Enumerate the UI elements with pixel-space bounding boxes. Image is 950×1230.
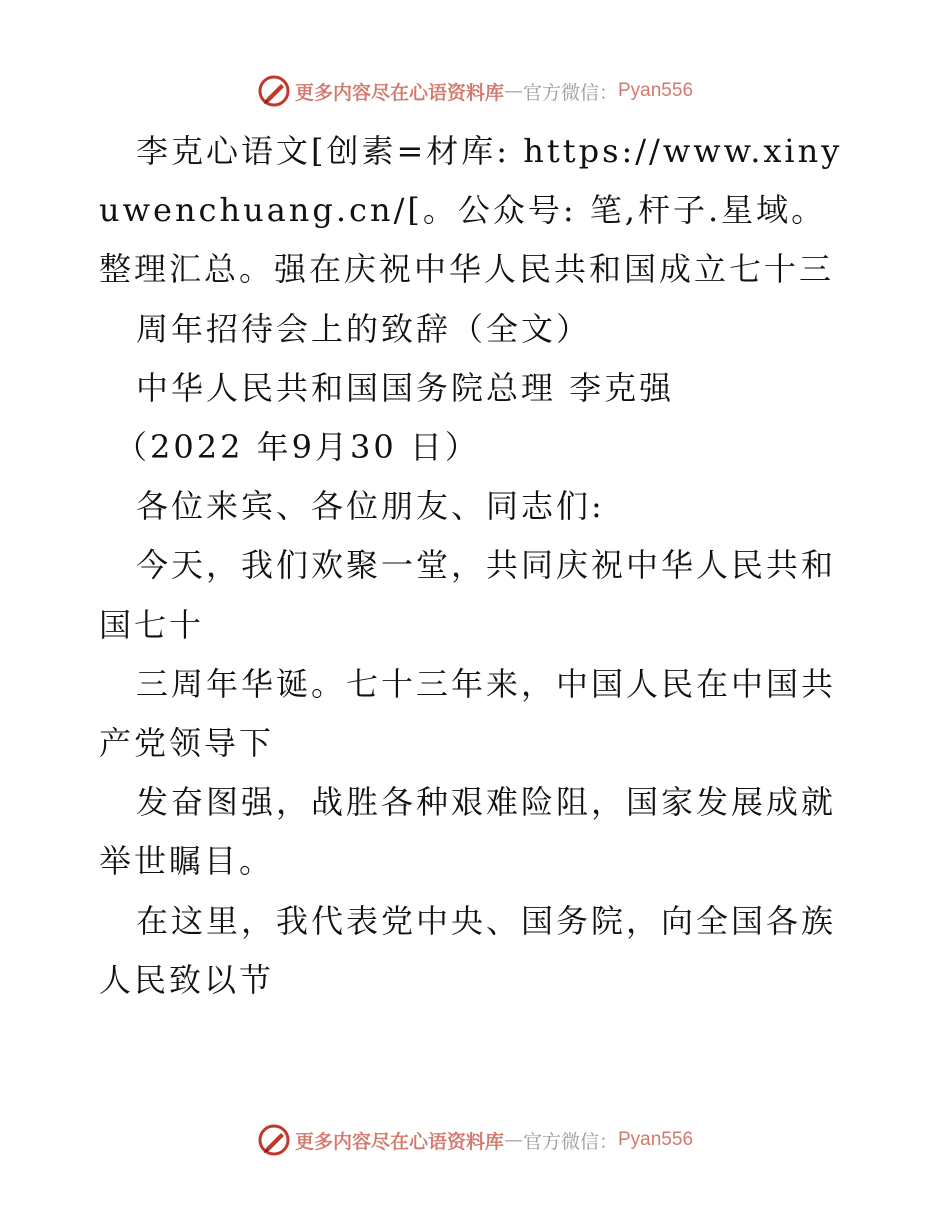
pen-logo-icon (257, 74, 291, 108)
watermark-brand: 更多内容尽在心语资料库 (294, 81, 504, 104)
header-watermark (0, 71, 950, 111)
footer-watermark (0, 1120, 950, 1160)
paragraph: 在这里，我代表党中央、国务院，向全国各族人民致以节 (99, 901, 837, 999)
watermark-handle: Pyan556 (618, 1129, 694, 1150)
paragraph: 李克心语文[创素=材库: https://www.xinyuwenchuang.cn/[。公众号: 笔,杆子.星域。整理汇总。强在庆祝中华人民共和国成立七十三 (99, 132, 843, 289)
pen-logo-icon (257, 1123, 291, 1157)
watermark-brand: 更多内容尽在心语资料库 (294, 1130, 504, 1153)
paragraph: 三周年华诞。七十三年来，中国人民在中国共产党领导下 (99, 664, 837, 763)
date-line: （2022 年9月30 日） (115, 428, 480, 467)
watermark-dash: — (503, 1129, 523, 1151)
paragraph: 发奋图强，战胜各种艰难险阻，国家发展成就举世瞩目。 (99, 783, 837, 881)
watermark-wechat-label: 官方微信： (522, 81, 618, 104)
document-body (99, 122, 859, 1010)
watermark-handle: Pyan556 (618, 80, 694, 101)
watermark-dash: — (503, 80, 523, 102)
paragraph: 中华人民共和国国务院总理 李克强 (136, 368, 675, 407)
salutation: 各位来宾、各位朋友、同志们: (136, 487, 605, 526)
watermark-wechat-label: 官方微信： (522, 1130, 618, 1153)
paragraph: 周年招待会上的致辞（全文） (136, 309, 592, 348)
paragraph: 今天，我们欢聚一堂，共同庆祝中华人民共和国七十 (99, 546, 837, 644)
